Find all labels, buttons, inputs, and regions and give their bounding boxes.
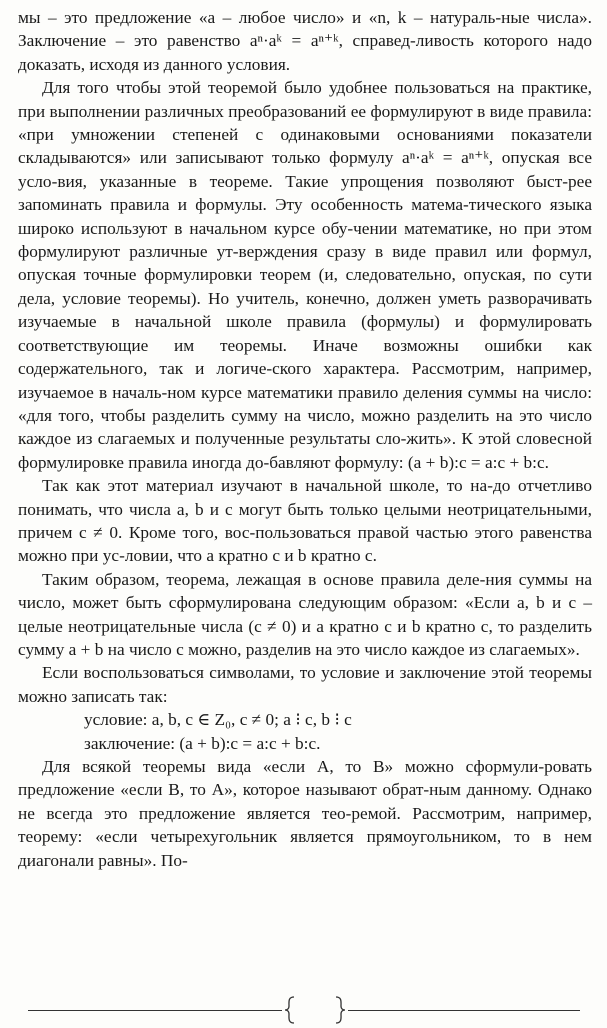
left-bracket-icon [283, 996, 297, 1024]
right-bracket-icon [333, 996, 347, 1024]
paragraph-1: мы – это предложение «a – любое число» и «n, k – натураль-ные числа». Заключение – это равенство aⁿ·aᵏ = aⁿ⁺ᵏ, справед-ливость которого надо доказать, исходя из данного условия. [18, 8, 592, 74]
paragraph-3: Так как этот материал изучают в начальной школе, то на-до отчетливо понимать, что числа a, b и c могут быть только целыми неотрицательными, причем c ≠ 0. Кроме того, вос-пользоваться правой частью этого равенства можно при ус-ловии, что a кратно c и b кратно c. [18, 476, 592, 566]
footer-rule-right [348, 1010, 580, 1011]
page-body [18, 6, 592, 872]
paragraph-6: Для всякой теоремы вида «если A, то B» можно сформули-ровать предложение «если B, то A», которое называют обрат-ным данному. Однако не всегда это предложение является тео-ремой. Рассмотрим, например, теорему: «если четырехугольник является прямоугольником, то в нем диагонали равны». По- [18, 757, 592, 870]
footer-rule-left [28, 1010, 282, 1011]
paragraph-2: Для того чтобы этой теоремой было удобнее пользоваться на практике, при выполнении различных преобразований ее формулируют в виде правила: «при умножении степеней с одинаковыми основаниями показатели складываются» или записывают только формулу aⁿ·aᵏ = aⁿ⁺ᵏ, опуская все усло-вия, указанные в теореме. Такие упрощения позволяют быст-рее запоминать правила и формулы. Эту особенность матема-тического языка широко используют в начальном курсе обу-чении математике, но при этом формулируют различные ут-верждения сразу в виде правил или формул, опуская точные формулировки теорем (и, следовательно, опуская, по сути дела, условие теоремы). Но учитель, конечно, должен уметь разворачивать изучаемые в начальной школе правила (формулы) и формулировать соответствующие им теоремы. Иначе возможны ошибки как содержательного, так и логиче-ского характера. Рассмотрим, например, изучаемое в началь-ном курсе математики правило деления суммы на число: «для того, чтобы разделить сумму на число, можно разделить на это число каждое из слагаемых и полученные результаты сло-жить». К этой словесной формулировке правила иногда до-бавляют формулу: (a + b):c = a:c + b:c. [18, 78, 592, 472]
paragraph-5: Если воспользоваться символами, то условие и заключение этой теоремы можно записать так: [18, 663, 592, 706]
formula-condition: условие: a, b, c ∈ Z₀, c ≠ 0; a ⁝ c, b ⁝ c [84, 710, 352, 730]
formula-conclusion: заключение: (a + b):c = a:c + b:c. [84, 733, 321, 753]
page-footer-ornament [0, 992, 607, 1028]
paragraph-4: Таким образом, теорема, лежащая в основе правила деле-ния суммы на число, может быть сформулирована следующим образом: «Если a, b и c – целые неотрицательные числа (c ≠ 0) и a кратно c и b кратно c, то разделить сумму a + b на число c можно, разделив на это число каждое из слагаемых». [18, 569, 592, 659]
